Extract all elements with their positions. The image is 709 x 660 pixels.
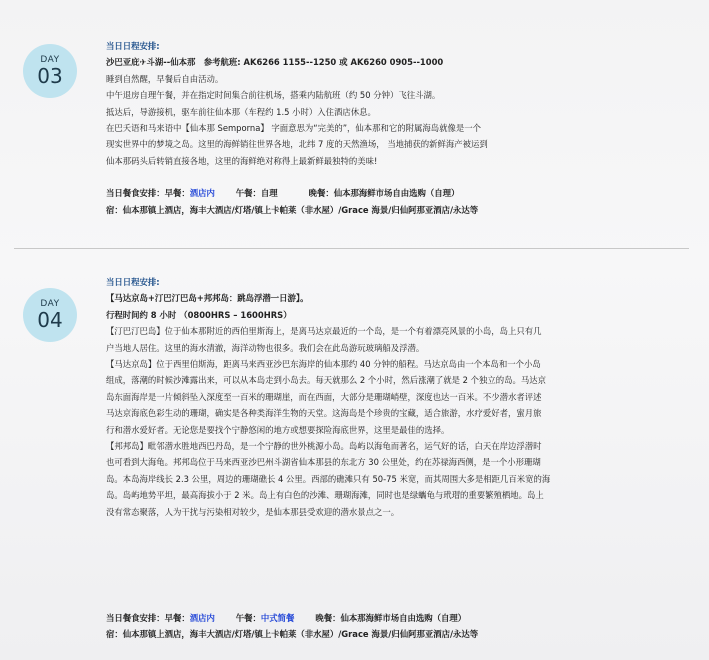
lunch-value: 自理 bbox=[260, 188, 278, 199]
schedule-heading: 当日日程安排: bbox=[106, 41, 160, 51]
itinerary-paragraph: 中午退房自理午餐，并在指定时间集合前往机场，搭乘内陆航班（约 50 分钟）飞往斗湖。 bbox=[106, 90, 441, 101]
itinerary-paragraph: 没有常态聚落，人为干扰与污染相对较少，是仙本那县受欢迎的潜水景点之一。 bbox=[106, 506, 400, 517]
itinerary-paragraph: 睡到自然醒，早餐后自由活动。 bbox=[106, 73, 224, 84]
itinerary-paragraph: 在巴夭语和马来语中【仙本那 Semporna】 字面意思为“完美的”，仙本那和它的附属海岛就像是一个 bbox=[106, 123, 482, 134]
itinerary-paragraph: 岛东面海岸是一片倾斜坠入深度至一百米的珊瑚崖，而在西面，大部分是珊瑚峭壁，深度也达一百米。不少潜水者评述 bbox=[106, 391, 542, 402]
itinerary-paragraph: 户当地人居住。这里的海水清澈，海洋动物也很多。我们会在此岛游玩玻璃船及浮潜。 bbox=[106, 342, 425, 353]
itinerary-paragraph: 仙本那码头后转销直接各地，这里的海鲜绝对称得上最新鲜最独特的美味! bbox=[106, 155, 378, 166]
day-badge-label: DAY bbox=[40, 299, 60, 309]
itinerary-paragraph: 行和潜水爱好者。无论您是要找个宁静悠闲的地方或想要探险海底世界，这里是最佳的选择。 bbox=[106, 424, 450, 435]
dinner-label: 晚餐： bbox=[315, 613, 341, 623]
tour-title: 【马达京岛+汀巴汀巴岛+邦邦岛：跳岛浮潜一日游】。 bbox=[106, 293, 309, 304]
meals-line bbox=[106, 185, 696, 201]
hotel-line: 宿：仙本那镇上酒店，海丰大酒店/灯塔/镇上卡帕莱（非水屋）/Grace 海景/归仙阿那亚酒店/永达等 bbox=[106, 204, 479, 215]
itinerary-paragraph: 抵达后，导游接机，驱车前往仙本那（车程约 1.5 小时）入住酒店休息。 bbox=[106, 106, 376, 117]
itinerary-paragraph: 【汀巴汀巴岛】位于仙本那附近的西伯里斯海上，是离马达京最近的一个岛，是一个有着漂亮风景的小岛，岛上只有几 bbox=[106, 326, 542, 337]
dinner-value: 仙本那海鲜市场自由选购（自理） bbox=[340, 613, 467, 623]
section-divider bbox=[14, 248, 689, 249]
day-badge-label: DAY bbox=[40, 55, 60, 65]
day04-itinerary bbox=[106, 274, 696, 520]
itinerary-paragraph: 也可看到大海龟。邦邦岛位于马来西亚沙巴州斗湖省仙本那县的东北方 30 公里处，约在苏禄海西侧，是一个小形珊瑚 bbox=[106, 457, 541, 468]
itinerary-paragraph: 组成，落潮的时候沙滩露出来，可以从本岛走到小岛去。每天就那么 2 个小时，然后涨潮了就是 2 个独立的岛。马达京 bbox=[106, 375, 547, 386]
tour-duration: 行程时间约 8 小时 （0800HRS – 1600HRS） bbox=[106, 309, 292, 320]
lunch-label: 午餐： bbox=[235, 188, 261, 199]
schedule-heading: 当日日程安排: bbox=[106, 277, 160, 287]
day-badge-number: 04 bbox=[37, 308, 63, 332]
breakfast-value: 酒店内 bbox=[189, 188, 215, 199]
dinner-value: 仙本那海鲜市场自由选购（自理） bbox=[333, 188, 460, 199]
hotel-line: 宿：仙本那镇上酒店，海丰大酒店/灯塔/镇上卡帕莱（非水屋）/Grace 海景/归仙阿那亚酒店/永达等 bbox=[106, 629, 479, 640]
meals-label: 当日餐食安排：早餐： bbox=[106, 188, 190, 199]
day04-meals-hotel bbox=[106, 610, 696, 643]
lunch-label: 午餐： bbox=[235, 613, 261, 623]
itinerary-paragraph: 岛。本岛海岸线长 2.3 公里，周边的珊瑚礁长 4 公里。西部的礁滩只有 50-75 米宽，而其周围大多是相距几百米宽的海 bbox=[106, 473, 551, 484]
day-badge-03 bbox=[23, 44, 77, 98]
breakfast-value: 酒店内 bbox=[189, 613, 215, 623]
day-badge-number: 03 bbox=[37, 64, 63, 88]
meals-label: 当日餐食安排：早餐： bbox=[106, 613, 190, 623]
itinerary-paragraph: 【马达京岛】位于西里伯斯海，距离马来西亚沙巴东海岸的仙本那约 40 分钟的船程。马达京岛由一个本岛和一个小岛 bbox=[106, 359, 541, 370]
itinerary-paragraph: 【邦邦岛】毗邻潜水胜地西巴丹岛，是一个宁静的世外桃源小岛。岛屿以海龟而著名，运气好的话，白天在岸边浮潜时 bbox=[106, 441, 542, 452]
flight-info: 沙巴亚庇✈斗湖--仙本那 参考航班: AK6266 1155--1250 或 AK6260 0905--1000 bbox=[106, 57, 444, 68]
meals-line bbox=[106, 610, 696, 626]
itinerary-paragraph: 马达京海底色彩生动的珊瑚，确实是各种类海洋生物的天堂。这海岛是个珍贵的宝藏，适合旅游，水疗爱好者，蜜月旅 bbox=[106, 408, 542, 419]
day03-itinerary bbox=[106, 38, 696, 218]
day-badge-04 bbox=[23, 288, 77, 342]
itinerary-paragraph: 现实世界中的梦境之岛。这里的海鲜销往世界各地，北纬 7 度的天然渔场， 当地捕获的新鲜海产被运到 bbox=[106, 139, 488, 150]
dinner-label: 晚餐： bbox=[308, 188, 334, 199]
lunch-value: 中式简餐 bbox=[260, 613, 295, 623]
itinerary-paragraph: 岛。岛屿地势平坦，最高海拔小于 2 米。岛上有白色的沙滩、珊瑚海滩，同时也是绿蠵龟与玳瑁的重要繁殖栖地。岛上 bbox=[106, 490, 544, 501]
